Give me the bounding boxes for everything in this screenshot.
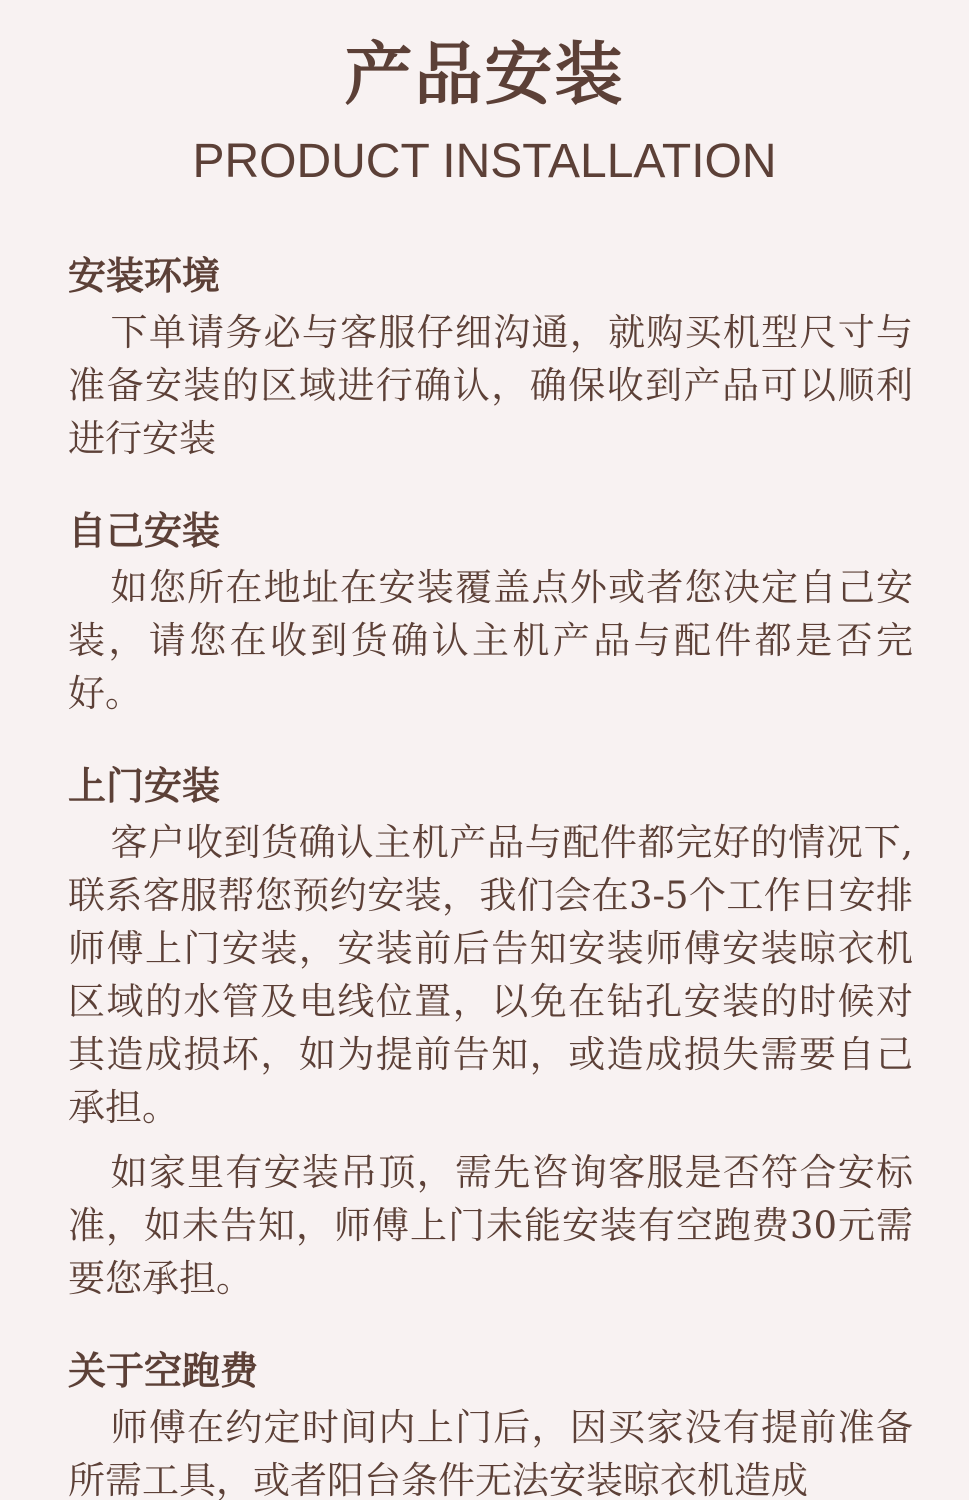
section-paragraph: 下单请务必与客服仔细沟通，就购买机型尺寸与准备安装的区域进行确认，确保收到产品可以顺利进行安装 [68, 311, 913, 460]
section-title: 关于空跑费 [68, 1348, 259, 1393]
installation-content [68, 250, 913, 1500]
section-paragraph: 如家里有安装吊顶，需先咨询客服是否符合安标准，如未告知，师傅上门未能安装有空跑费30元需要您承担。 [68, 1151, 913, 1300]
section-paragraph: 如您所在地址在安装覆盖点外或者您决定自己安装，请您在收到货确认主机产品与配件都是否完好。 [68, 566, 913, 715]
section-onsite-install [68, 760, 913, 1305]
section-install-environment [68, 250, 913, 465]
section-title: 自己安装 [68, 508, 221, 553]
section-self-install [68, 505, 913, 720]
section-paragraph: 客户收到货确认主机产品与配件都完好的情况下, 联系客服帮您预约安装，我们会在3-5个工作日安排师傅上门安装，安装前后告知安装师傅安装晾衣机区域的水管及电线位置，以免在钻孔安装的时候对其造成损坏，如为提前告知，或造成损失需要自己承担。 [68, 821, 913, 1129]
page-subtitle: PRODUCT INSTALLATION [192, 135, 777, 188]
section-title: 上门安装 [68, 763, 221, 808]
section-no-show-fee [68, 1345, 913, 1500]
section-title: 安装环境 [68, 253, 221, 298]
page-title: 产品安装 [344, 35, 625, 115]
section-paragraph: 师傅在约定时间内上门后，因买家没有提前准备所需工具，或者阳台条件无法安装晾衣机造成 [68, 1406, 913, 1500]
